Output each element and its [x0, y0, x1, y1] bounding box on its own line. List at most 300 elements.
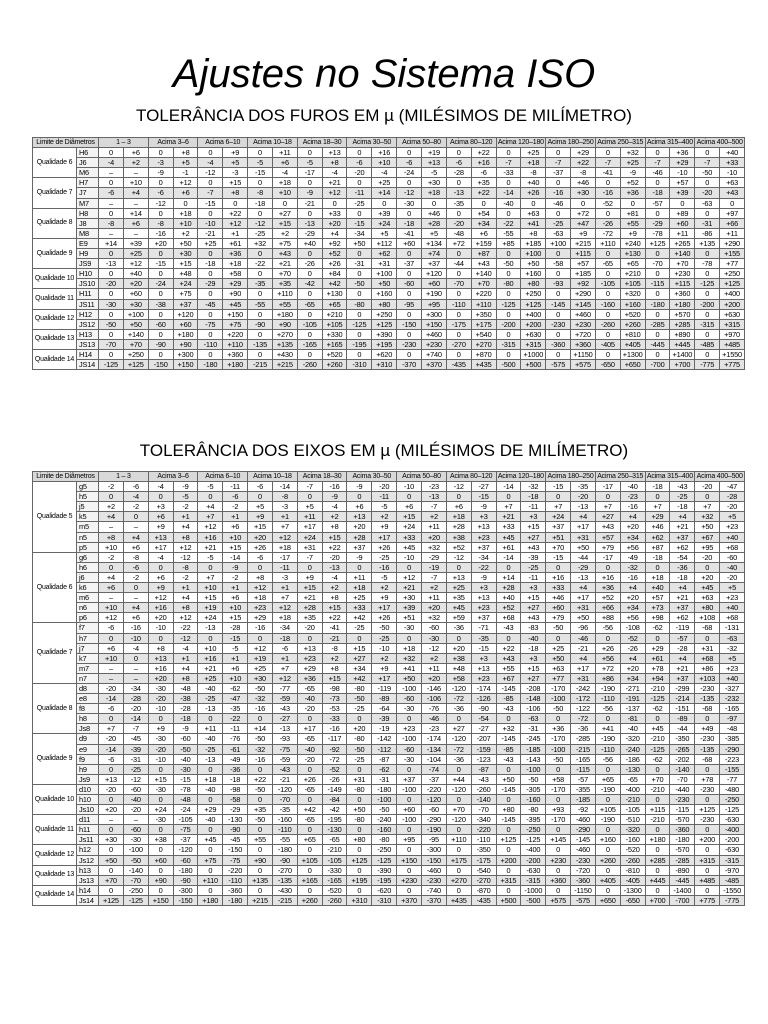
tolerance-value: -5 [198, 552, 223, 562]
tolerance-value: -180 [198, 360, 223, 370]
tolerance-value: 0 [595, 825, 620, 835]
tolerance-value: -620 [372, 885, 397, 895]
tolerance-value: -230 [695, 734, 720, 744]
tolerance-value: +80 [347, 835, 372, 845]
tolerance-value: -20 [372, 482, 397, 492]
tolerance-value: 0 [148, 714, 173, 724]
tolerance-value: -26 [297, 259, 322, 269]
tolerance-value: -30 [397, 704, 422, 714]
tolerance-value: -310 [372, 895, 397, 905]
tolerance-value: +28 [297, 603, 322, 613]
tolerance-value: 0 [248, 349, 273, 359]
tolerance-value: +32 [397, 653, 422, 663]
tolerance-value: 0 [695, 349, 720, 359]
tolerance-value: -57 [645, 198, 670, 208]
tolerance-value: +210 [620, 269, 645, 279]
tolerance-value: +38 [446, 532, 471, 542]
tolerance-value: -11 [521, 572, 546, 582]
tolerance-value: +48 [446, 663, 471, 673]
tolerance-value: -85 [496, 694, 521, 704]
tolerance-value: -125 [496, 299, 521, 309]
tolerance-value: 0 [198, 492, 223, 502]
tolerance-value: -34 [347, 228, 372, 238]
tolerance-value: -78 [645, 228, 670, 238]
tolerance-value: +70 [123, 339, 148, 349]
tolerance-class: JS9 [77, 259, 99, 269]
tolerance-value: +18 [397, 643, 422, 653]
page-title: Ajustes no Sistema ISO [172, 52, 596, 96]
tolerance-value: -145 [571, 835, 596, 845]
tolerance-value: 0 [496, 208, 521, 218]
table-row [33, 875, 745, 885]
diameter-range-header: Acima 6–10 [198, 472, 248, 482]
tolerance-value: +220 [471, 289, 496, 299]
tolerance-value: +8 [521, 228, 546, 238]
tolerance-value: +4 [670, 512, 695, 522]
tolerance-value: -31 [695, 218, 720, 228]
tolerance-value: +44 [446, 774, 471, 784]
tolerance-value: 0 [248, 885, 273, 895]
tolerance-value: -145 [546, 299, 571, 309]
tolerance-value: -250 [372, 845, 397, 855]
tolerance-value: -320 [620, 734, 645, 744]
tolerance-value: +115 [670, 279, 695, 289]
tolerance-value: -9 [173, 482, 198, 492]
tolerance-value: 0 [446, 795, 471, 805]
tolerance-value: +4 [173, 522, 198, 532]
tolerance-value: +20 [347, 522, 372, 532]
tolerance-value: 0 [198, 825, 223, 835]
tolerance-value: 0 [645, 349, 670, 359]
tolerance-value: 0 [446, 178, 471, 188]
tolerance-value: -6 [248, 482, 273, 492]
tolerance-value: +2 [322, 583, 347, 593]
tolerance-value: +230 [571, 319, 596, 329]
tolerance-value: +350 [471, 309, 496, 319]
tolerance-value: +50 [571, 542, 596, 552]
tolerance-value: -20 [695, 188, 720, 198]
tolerance-value: +110 [471, 299, 496, 309]
tolerance-value: +16 [595, 572, 620, 582]
tolerance-class: h8 [77, 714, 99, 724]
tolerance-value: +18 [446, 512, 471, 522]
tolerance-value: +215 [248, 895, 273, 905]
diameter-range-header: Acima 10–18 [248, 472, 298, 482]
tolerance-value: -20 [123, 704, 148, 714]
tolerance-value: 0 [198, 249, 223, 259]
tolerance-value: -70 [123, 875, 148, 885]
tolerance-value: +2 [322, 653, 347, 663]
tolerance-class: Js13 [77, 875, 99, 885]
tolerance-value: -54 [670, 552, 695, 562]
tolerance-value: +62 [670, 613, 695, 623]
tolerance-value: -108 [620, 623, 645, 633]
tolerance-value: -50 [546, 623, 571, 633]
tolerance-value: -6 [471, 168, 496, 178]
tolerance-value: 0 [645, 885, 670, 895]
tolerance-value: 0 [496, 178, 521, 188]
tolerance-value: +27 [521, 603, 546, 613]
tolerance-value: -330 [322, 865, 347, 875]
tolerance-value: -48 [173, 683, 198, 693]
tolerance-value: +370 [421, 360, 446, 370]
tolerance-value: -17 [297, 168, 322, 178]
tolerance-value: +63 [546, 663, 571, 673]
tolerance-value: 0 [695, 289, 720, 299]
tolerance-value: +14 [372, 188, 397, 198]
tolerance-value: 0 [446, 714, 471, 724]
tolerance-value: +24 [148, 805, 173, 815]
tolerance-value: +100 [521, 249, 546, 259]
quality-label: Qualidade 13 [33, 865, 77, 885]
tolerance-value: +37 [670, 603, 695, 613]
tolerance-value: 0 [297, 269, 322, 279]
tolerance-value: +31 [571, 532, 596, 542]
tolerance-value: -214 [670, 694, 695, 704]
tolerance-value: +17 [372, 603, 397, 613]
tolerance-value: 0 [695, 865, 720, 875]
tolerance-value: -6 [347, 158, 372, 168]
tolerance-value: 0 [595, 845, 620, 855]
tolerance-value: +500 [521, 360, 546, 370]
tolerance-value: -14 [223, 552, 248, 562]
tolerance-value: -13 [297, 218, 322, 228]
tolerance-value: +9 [223, 148, 248, 158]
tolerance-value: +87 [471, 249, 496, 259]
tolerance-value: +150 [397, 855, 422, 865]
table-row [33, 895, 745, 905]
tolerance-value: +7 [272, 593, 297, 603]
tolerance-value: +28 [446, 522, 471, 532]
tolerance-value: +8 [322, 663, 347, 673]
tolerance-value: -4 [99, 158, 124, 168]
tolerance-value: -30 [397, 754, 422, 764]
tolerance-value: -210 [620, 795, 645, 805]
table-header [33, 138, 745, 148]
tolerance-value: 0 [645, 269, 670, 279]
tolerance-value: -28 [223, 623, 248, 633]
tolerance-value: -30 [397, 198, 422, 208]
tolerance-value: -210 [322, 845, 347, 855]
tolerance-value: -6 [446, 158, 471, 168]
tolerance-value: -140 [670, 764, 695, 774]
tolerance-value: +11 [297, 512, 322, 522]
tolerance-value: -12 [148, 198, 173, 208]
tolerance-value: +15 [521, 593, 546, 603]
tolerance-value: +5 [223, 158, 248, 168]
tolerance-value: -145 [496, 815, 521, 825]
tolerance-value: -40 [720, 562, 745, 572]
tolerance-value: -41 [322, 623, 347, 633]
tolerance-value: +120 [421, 269, 446, 279]
tolerance-value: 0 [248, 795, 273, 805]
tolerance-value: +17 [372, 532, 397, 542]
tolerance-value: +3 [471, 583, 496, 593]
tolerance-class: h7 [77, 633, 99, 643]
tolerance-value: +72 [595, 663, 620, 673]
tolerance-class: H10 [77, 269, 99, 279]
tolerance-value: -20 [123, 805, 148, 815]
tolerance-value: 0 [123, 512, 148, 522]
tolerance-value: -260 [620, 855, 645, 865]
tolerance-value: +36 [546, 724, 571, 734]
tolerance-value: 0 [695, 845, 720, 855]
tolerance-value: -21 [297, 198, 322, 208]
tolerance-value: 0 [695, 329, 720, 339]
tolerance-value: -16 [620, 572, 645, 582]
tolerance-value: -260 [595, 319, 620, 329]
tolerance-value: -40 [620, 482, 645, 492]
tolerance-value: 0 [99, 289, 124, 299]
tolerance-value: +103 [695, 673, 720, 683]
tolerance-value: -250 [720, 795, 745, 805]
tolerance-value: 0 [347, 208, 372, 218]
tolerance-value: 0 [297, 208, 322, 218]
tolerance-value: -37 [173, 835, 198, 845]
tolerance-value: +26 [248, 542, 273, 552]
tolerance-value: -12 [446, 552, 471, 562]
tolerance-value: +45 [695, 583, 720, 593]
tolerance-value: -165 [720, 704, 745, 714]
tolerance-value: +65 [595, 774, 620, 784]
tolerance-class: h13 [77, 865, 99, 875]
tolerance-class: H6 [77, 148, 99, 158]
tolerance-value: +20 [620, 663, 645, 673]
tolerance-value: +13 [148, 532, 173, 542]
tolerance-value: 0 [99, 309, 124, 319]
tolerance-value: -38 [173, 694, 198, 704]
tolerance-value: +150 [421, 319, 446, 329]
tolerance-value: +20 [620, 593, 645, 603]
tolerance-value: -30 [397, 623, 422, 633]
tolerance-value: +130 [322, 289, 347, 299]
tolerance-value: +9 [148, 583, 173, 593]
table-row [33, 734, 745, 744]
table-row [33, 158, 745, 168]
tolerance-value: +68 [496, 613, 521, 623]
tolerance-value: -46 [421, 714, 446, 724]
tolerance-value: -36 [446, 623, 471, 633]
tolerance-value: 0 [645, 329, 670, 339]
tolerance-class: h5 [77, 492, 99, 502]
tolerance-value: 0 [347, 289, 372, 299]
tolerance-value: +4 [173, 593, 198, 603]
tolerance-value: -32 [620, 562, 645, 572]
tolerance-value: -45 [198, 299, 223, 309]
tolerance-value: 0 [148, 269, 173, 279]
tolerance-value: +95 [421, 299, 446, 309]
tolerance-value: -84 [322, 795, 347, 805]
tolerance-value: -115 [645, 279, 670, 289]
tolerance-value: +3 [521, 653, 546, 663]
tolerance-value: +175 [471, 319, 496, 329]
tolerance-class: H13 [77, 329, 99, 339]
tolerance-value: -65 [595, 259, 620, 269]
tolerance-value: -20 [148, 744, 173, 754]
tolerance-value: -23 [421, 482, 446, 492]
tolerance-value: +34 [620, 673, 645, 683]
table-row [33, 198, 745, 208]
tolerance-value: -55 [496, 228, 521, 238]
tolerance-value: -145 [496, 683, 521, 693]
table-row [33, 562, 745, 572]
tolerance-value: -810 [620, 865, 645, 875]
tolerance-value: +27 [521, 532, 546, 542]
tolerance-value: -970 [720, 865, 745, 875]
tolerance-value: +29 [670, 158, 695, 168]
tolerance-value: 0 [446, 208, 471, 218]
tolerance-value: -195 [372, 875, 397, 885]
quality-label: Qualidade 8 [33, 683, 77, 733]
tolerance-value: -360 [571, 875, 596, 885]
tolerance-value: +43 [720, 188, 745, 198]
tolerance-value: -16 [148, 228, 173, 238]
tolerance-value: -120 [446, 683, 471, 693]
tolerance-value: +36 [670, 148, 695, 158]
tolerance-value: – [99, 673, 124, 683]
tolerance-value: -25 [198, 694, 223, 704]
tolerance-value: +5 [720, 583, 745, 593]
quality-label: Qualidade 6 [33, 148, 77, 178]
tolerance-value: -14 [123, 714, 148, 724]
tolerance-value: -260 [297, 360, 322, 370]
tolerance-class: g5 [77, 482, 99, 492]
tolerance-value: +12 [223, 218, 248, 228]
tolerance-value: +20 [421, 603, 446, 613]
tolerance-value: -59 [272, 694, 297, 704]
tolerance-value: -13 [446, 188, 471, 198]
tolerance-value: 0 [496, 492, 521, 502]
tolerance-value: +180 [272, 309, 297, 319]
tolerance-class: d8 [77, 683, 99, 693]
tolerance-value: +90 [272, 319, 297, 329]
table-row [33, 855, 745, 865]
tolerance-value: +15 [397, 512, 422, 522]
tolerance-value: +370 [397, 895, 422, 905]
tolerance-class: e9 [77, 744, 99, 754]
tolerance-value: -87 [471, 764, 496, 774]
diameter-range-header: Acima 315–400 [646, 473, 693, 480]
tolerance-value: 0 [99, 329, 124, 339]
tolerance-value: 0 [496, 633, 521, 643]
tolerance-value: +7 [695, 502, 720, 512]
tolerance-value: -115 [670, 805, 695, 815]
tolerance-value: 0 [347, 249, 372, 259]
tolerance-value: 0 [595, 714, 620, 724]
tolerance-value: +25 [446, 583, 471, 593]
table-row [33, 309, 745, 319]
tolerance-value: – [99, 168, 124, 178]
tolerance-value: 0 [347, 178, 372, 188]
tolerance-value: -150 [173, 895, 198, 905]
tolerance-value: +15 [223, 613, 248, 623]
tolerance-value: +360 [670, 289, 695, 299]
tolerance-value: +12 [173, 613, 198, 623]
tolerance-value: -77 [720, 774, 745, 784]
tolerance-value: -400 [521, 845, 546, 855]
tolerance-value: +120 [173, 309, 198, 319]
tolerance-value: +150 [223, 309, 248, 319]
tolerance-value: +35 [471, 178, 496, 188]
tolerance-value: 0 [446, 845, 471, 855]
quality-label: Qualidade 12 [33, 309, 77, 329]
tolerance-value: +15 [521, 522, 546, 532]
tolerance-value: +190 [421, 289, 446, 299]
tolerance-value: -36 [571, 724, 596, 734]
tolerance-value: -70 [645, 259, 670, 269]
tolerance-value: -8 [571, 168, 596, 178]
tolerance-value: +20 [148, 673, 173, 683]
tolerance-value: -40 [173, 754, 198, 764]
tolerance-value: -50 [248, 683, 273, 693]
tolerance-value: +23 [297, 653, 322, 663]
tolerance-value: 0 [397, 885, 422, 895]
tolerance-value: 0 [546, 764, 571, 774]
tolerance-value: -50 [248, 784, 273, 794]
tolerance-value: +56 [620, 542, 645, 552]
tolerance-value: -143 [521, 754, 546, 764]
tolerance-value: -430 [272, 885, 297, 895]
table-row [33, 360, 745, 370]
tolerance-value: +33 [546, 583, 571, 593]
tolerance-value: -4 [272, 168, 297, 178]
tolerance-value: -100 [521, 764, 546, 774]
tolerance-value: -43 [496, 754, 521, 764]
tolerance-value: +7 [645, 502, 670, 512]
tolerance-value: 0 [695, 633, 720, 643]
tolerance-value: -740 [421, 885, 446, 895]
tolerance-value: +25 [521, 148, 546, 158]
tolerance-value: -83 [521, 623, 546, 633]
tolerance-value: -16 [546, 188, 571, 198]
tolerance-value: +25 [198, 673, 223, 683]
tolerance-value: +15 [521, 663, 546, 673]
tolerance-value: -148 [521, 694, 546, 704]
tolerance-value: +30 [571, 188, 596, 198]
tolerance-value: 0 [546, 249, 571, 259]
tolerance-value: +80 [372, 299, 397, 309]
tolerance-value: -200 [695, 299, 720, 309]
tolerance-value: +26 [521, 188, 546, 198]
tolerance-value: -18 [198, 259, 223, 269]
tolerance-value: -174 [421, 734, 446, 744]
diameter-range-header: Acima 400–500 [696, 473, 743, 480]
tolerance-class: M8 [77, 228, 99, 238]
diameter-range-header: Acima 30–50 [347, 138, 397, 148]
tolerance-value: -320 [620, 825, 645, 835]
tolerance-value: -26 [322, 774, 347, 784]
tolerance-value: +3 [471, 653, 496, 663]
tolerance-value: -5 [372, 502, 397, 512]
tolerance-value: +108 [695, 613, 720, 623]
tolerance-value: -151 [670, 704, 695, 714]
tolerance-value: -68 [695, 623, 720, 633]
tolerance-value: 0 [99, 633, 124, 643]
tolerance-value: -125 [695, 279, 720, 289]
tolerance-value: 0 [347, 795, 372, 805]
tolerance-class: Js14 [77, 895, 99, 905]
tolerance-value: -104 [421, 754, 446, 764]
tolerance-value: +27 [521, 673, 546, 683]
tolerance-value: +2 [372, 512, 397, 522]
tolerance-value: +6 [446, 502, 471, 512]
tolerance-value: +75 [173, 289, 198, 299]
tolerance-value: +500 [496, 895, 521, 905]
tolerance-value: +60 [397, 805, 422, 815]
tolerance-value: +4 [571, 653, 596, 663]
table-row [33, 663, 745, 673]
tolerance-value: +570 [670, 309, 695, 319]
